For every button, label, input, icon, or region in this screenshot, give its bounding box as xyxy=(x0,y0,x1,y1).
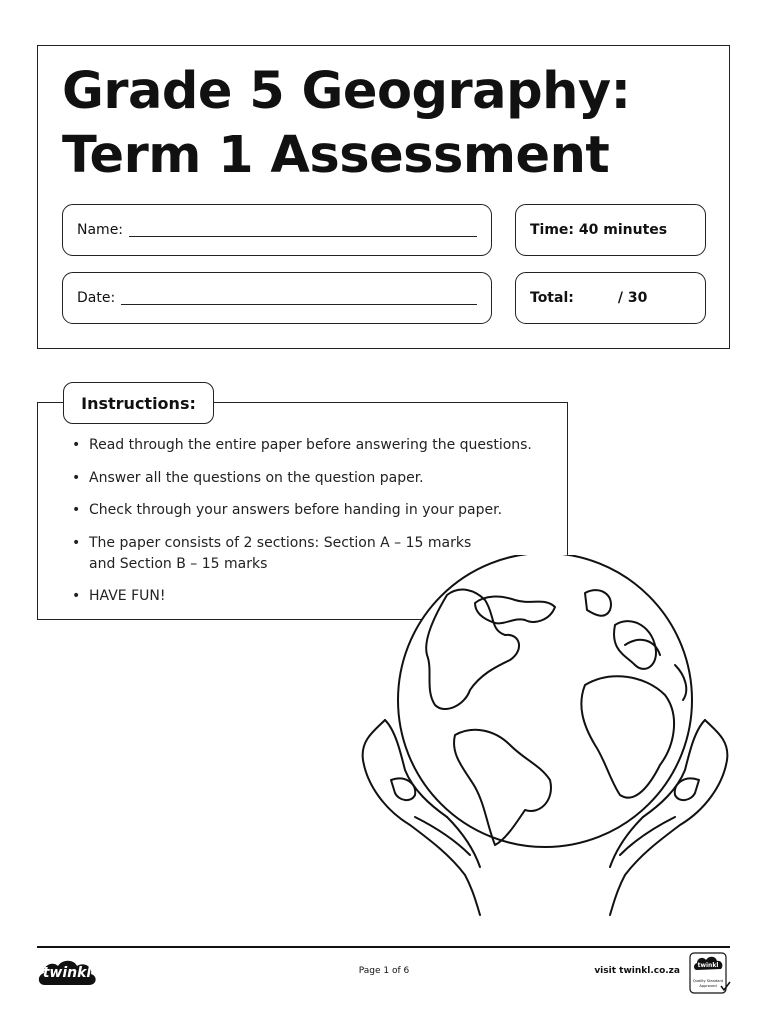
header-box xyxy=(37,45,730,349)
instruction-item: • Read through the entire paper before answering the questions. xyxy=(72,435,559,456)
globe-in-hands-icon xyxy=(355,555,735,920)
title-line-1: Grade 5 Geography: xyxy=(62,62,631,121)
badge-line1: Quality Standard xyxy=(692,979,724,983)
total-value: / 30 xyxy=(617,290,648,306)
quality-badge xyxy=(689,952,731,994)
total-label: Total: xyxy=(530,290,574,306)
footer-divider xyxy=(37,946,730,948)
date-write-line[interactable] xyxy=(121,304,477,305)
page-title xyxy=(62,60,631,188)
logo-text: twinkl xyxy=(42,965,92,981)
total-box xyxy=(515,272,706,324)
name-label: Name: xyxy=(77,222,124,238)
name-write-line[interactable] xyxy=(129,236,477,237)
instruction-item: • Check through your answers before handing in your paper. xyxy=(72,500,559,521)
page-number: Page 1 of 6 xyxy=(358,966,410,976)
visit-link[interactable]: visit twinkl.co.za xyxy=(594,966,680,976)
date-field[interactable] xyxy=(62,272,492,324)
instruction-item: • The paper consists of 2 sections: Section A – 15 marks and Section B – 15 marks xyxy=(72,533,489,575)
badge-line2: Approved xyxy=(699,984,717,988)
instruction-item: • Answer all the questions on the question paper. xyxy=(72,468,559,489)
title-line-2: Term 1 Assessment xyxy=(62,126,610,185)
time-box xyxy=(515,204,706,256)
name-field[interactable] xyxy=(62,204,492,256)
time-label: Time: 40 minutes xyxy=(530,222,668,238)
date-label: Date: xyxy=(77,290,116,306)
quality-badge-icon xyxy=(689,952,731,994)
badge-brand: twinkl xyxy=(697,962,719,969)
instruction-item: • HAVE FUN! xyxy=(72,586,559,607)
instructions-heading: Instructions: xyxy=(63,382,214,424)
